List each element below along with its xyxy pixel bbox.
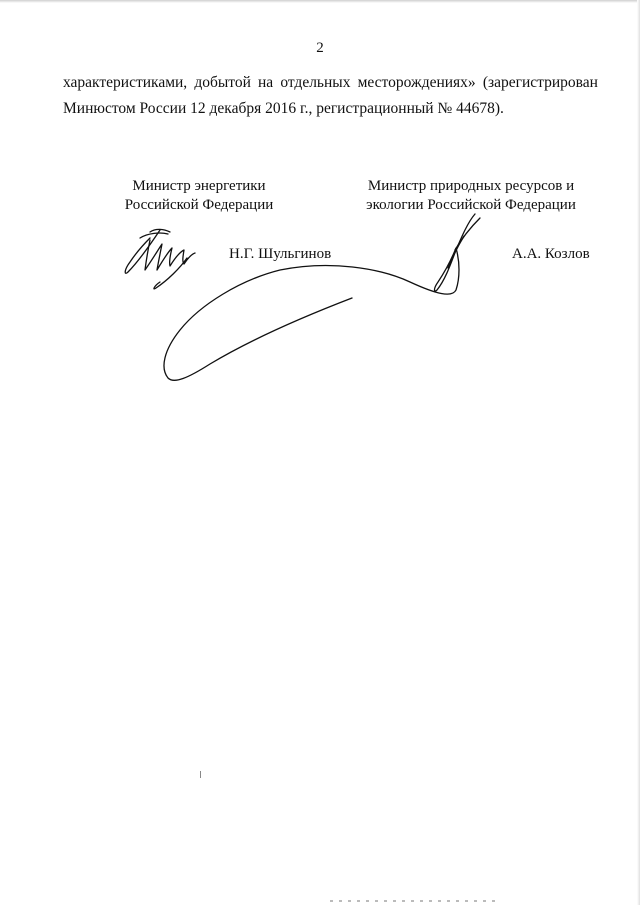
left-title-line-2: Российской Федерации [124, 197, 274, 213]
paragraph-word: месторождениях» [357, 74, 476, 91]
scan-top-edge [0, 0, 640, 3]
paragraph-line-1 [63, 70, 598, 96]
right-title-line-2: экологии Российской Федерации [366, 197, 576, 213]
paragraph-word: на [258, 74, 274, 91]
left-signatory-title [108, 177, 290, 215]
paragraph-word: отдельных [280, 74, 351, 91]
right-handwritten-signature [164, 214, 480, 380]
left-signatory-name: Н.Г. Шульгинов [229, 246, 332, 262]
scan-bottom-marks [330, 900, 500, 902]
left-title-line-1: Министр энергетики [132, 178, 266, 194]
paragraph-word: добытой [194, 74, 251, 91]
page-number: 2 [316, 40, 324, 56]
paragraph-word: (зарегистрирован [482, 74, 598, 91]
right-title-line-1: Министр природных ресурсов и [367, 178, 575, 194]
scan-speck [200, 771, 201, 778]
right-signatory-title [355, 177, 587, 215]
right-signatory-name: А.А. Козлов [512, 246, 590, 262]
paragraph-word: характеристиками, [63, 74, 188, 91]
paragraph-line-2: Минюстом России 12 декабря 2016 г., регистрационный № 44678). [63, 100, 504, 117]
left-handwritten-signature [125, 229, 195, 289]
